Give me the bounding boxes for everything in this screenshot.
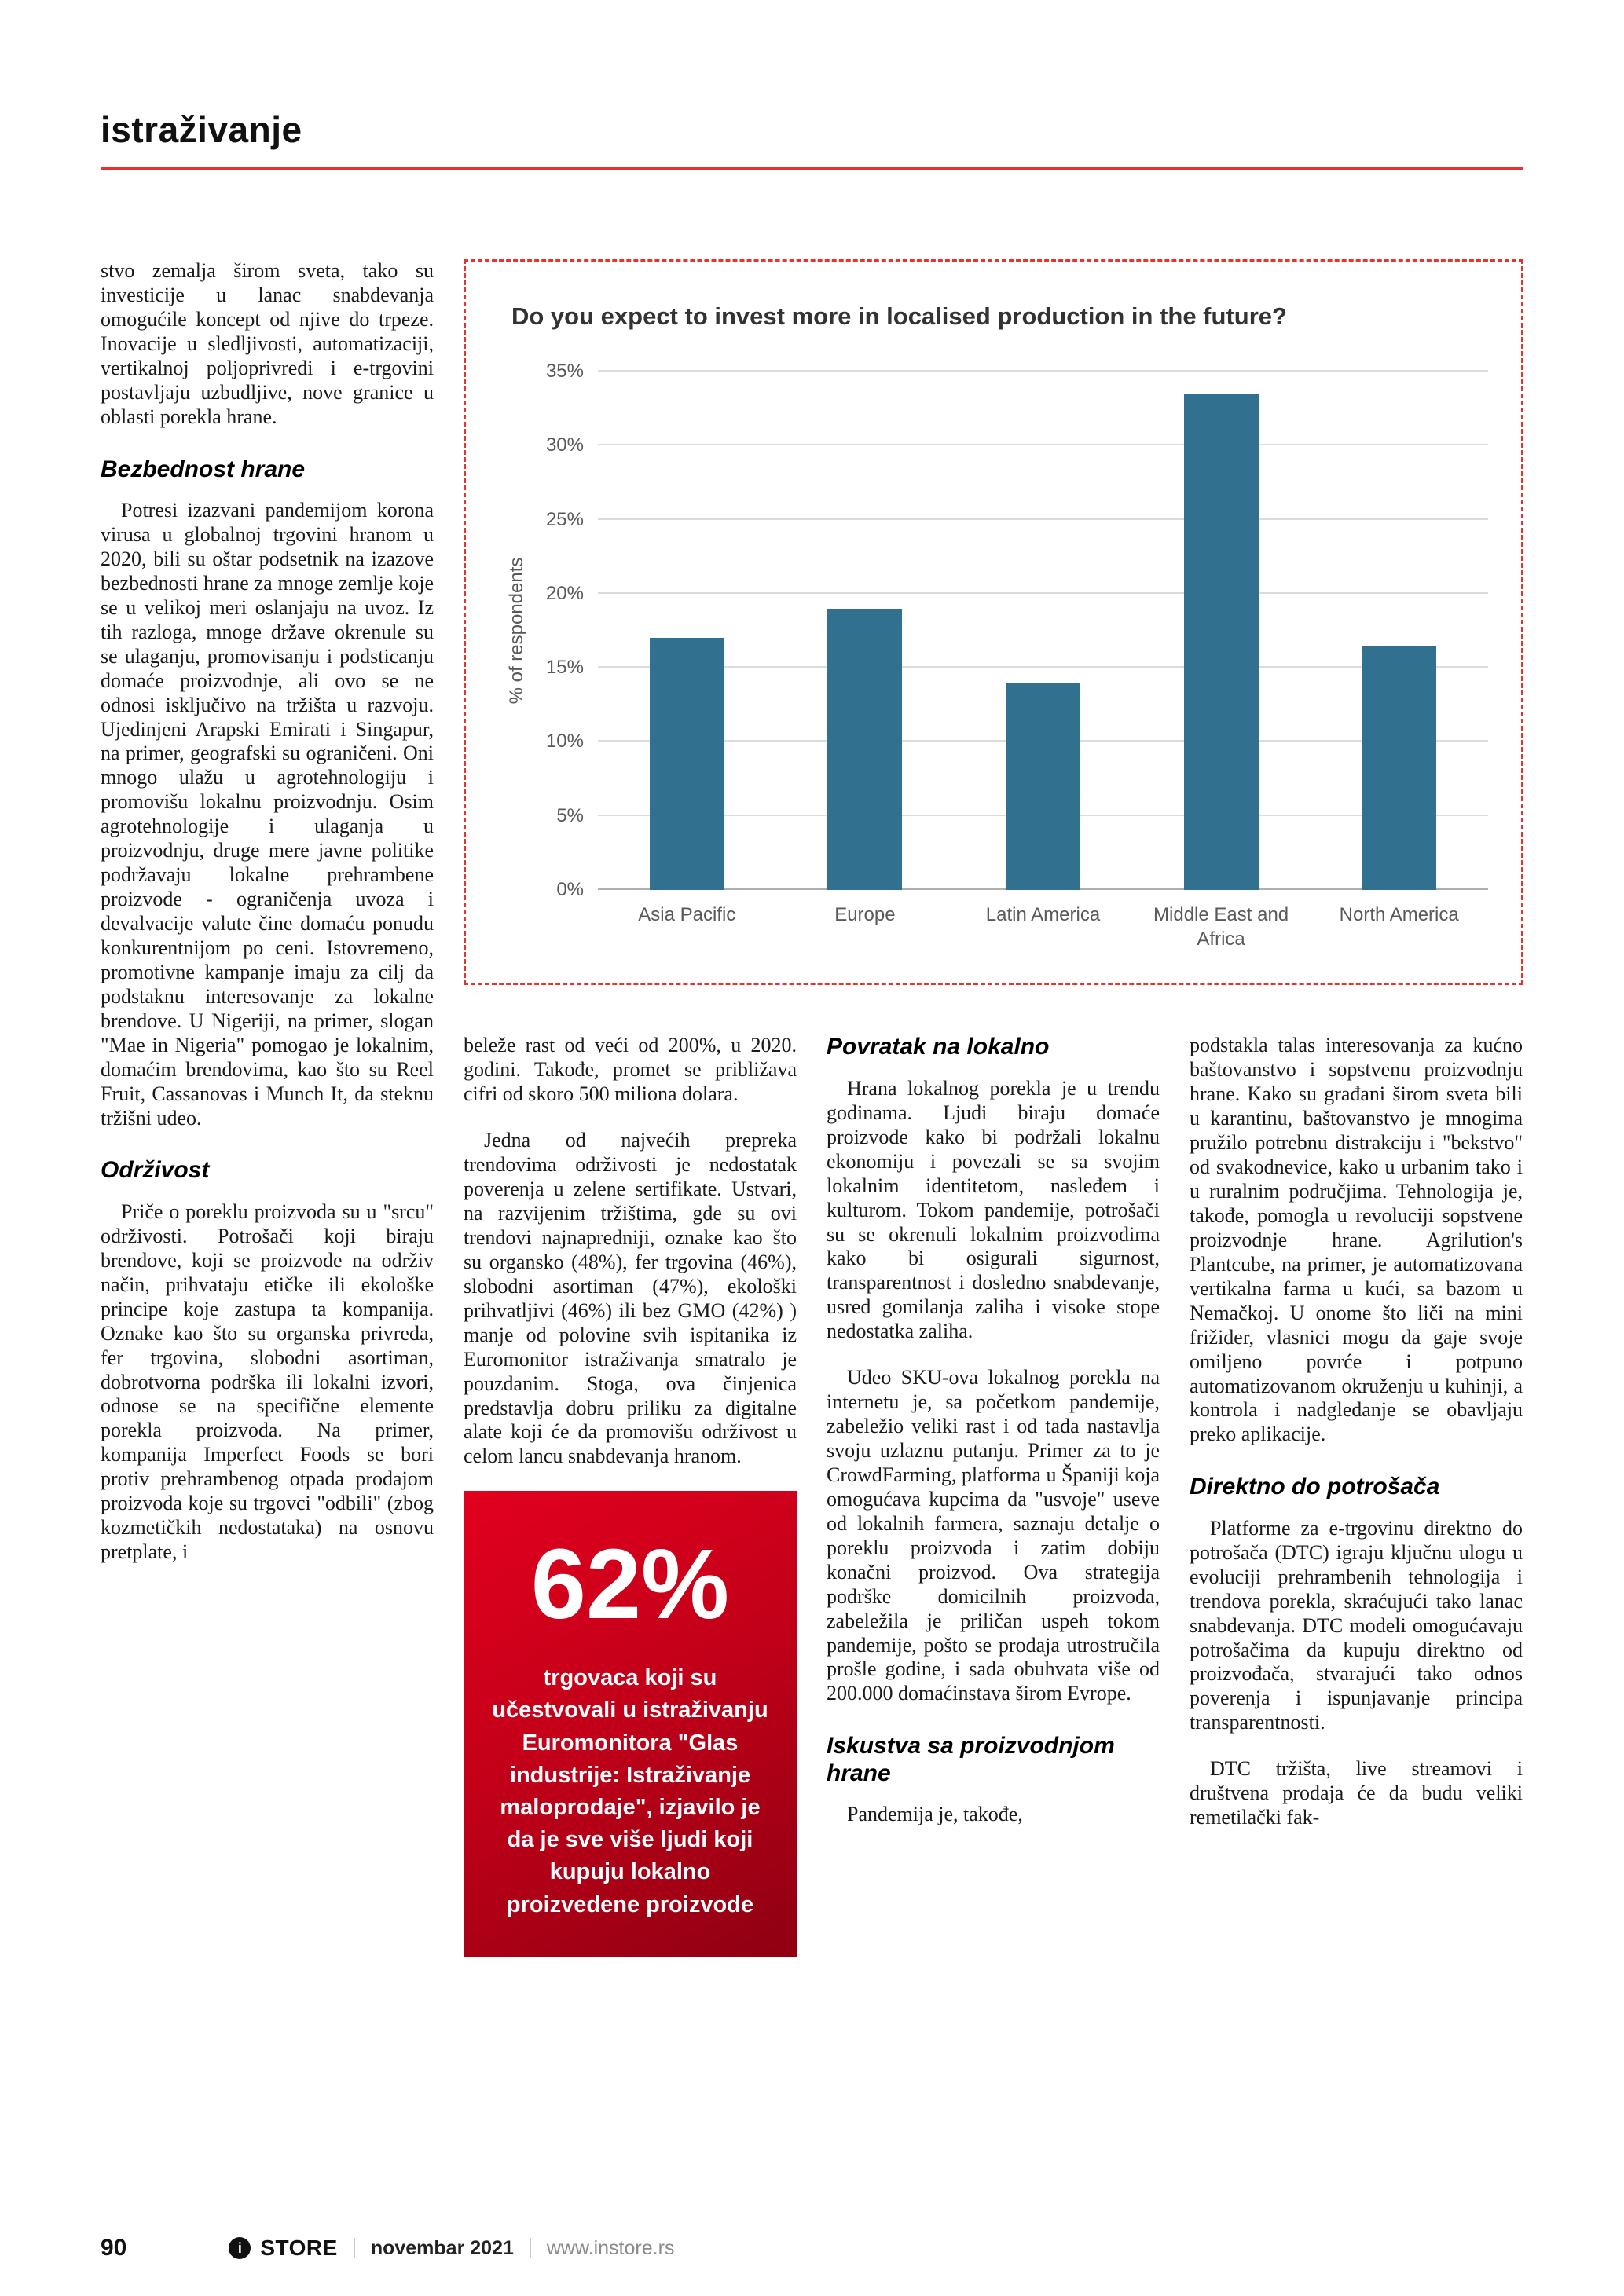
page-number: 90 [101, 2235, 127, 2261]
website-url: www.instore.rs [546, 2236, 675, 2259]
chart-y-axis-title-text: % of respondents [506, 557, 527, 705]
instore-logo-icon: i [229, 2237, 251, 2259]
footer-divider [530, 2238, 531, 2258]
chart-bar-slot [598, 372, 776, 890]
page-header [101, 108, 1523, 170]
column-2 [464, 1034, 797, 1957]
paragraph: Priče o poreklu proizvoda su u "srcu" održivosti. Potrošači koji biraju brendove, koji se proizvode na održiv način, prihvataju etičke ili ekološke principe koje zastupa ta kompanija. Oznake kao što su organska privreda, fer trgovina, slobodni asortiman, dobrotvorna podrška ili lokalni izvori, odnose se na specifične elemente porekla proizvoda. Na primer, kompanija Imperfect Foods se bori protiv prehrambenog otpada prodajom proizvoda koje su trgovci "odbili" (zbog kozmetičkih nedostataka) na osnovu pretplate, i [101, 1199, 434, 1564]
chart-x-label: North America [1339, 904, 1459, 925]
paragraph: Pandemija je, takođe, [847, 1803, 1023, 1826]
lower-columns [464, 1034, 1523, 1957]
chart-bar [1362, 646, 1436, 890]
paragraph: Hrana lokalnog porekla je u trendu godinama. Ljudi biraju domaće proizvode kako bi podržali lokalnu ekonomiju i povezali se sa svojim lokalnim identitetom, nasleđem i kulturom. Tokom pandemije, potrošači su se okrenuli lokalnim proizvodima kako bi osigurali sigurnost, transparentnost i dosledno snabdevanje, usred gomilanja zaliha i visoke stope nedostatka zaliha. [827, 1076, 1160, 1343]
paragraph: Udeo SKU-ova lokalnog porekla na internetu je, sa početkom pandemije, zabeležio veliki rast i od tada nastavlja svoju uzlaznu putanju. Primer za to je CrowdFarming, platforma u Španiji koja omogućava kupcima da "usvoje" useve od lokalnih farmera, saznaju detalje o poreklu proizvoda i zatim dobiju konačni proizvod. Ova strategija podrške domicilnih proizvoda, zabeležila je priličan uspeh tokom pandemije, pošto se prodaja utrostručila prošle godine, i sada obuhvata više od 200.000 domaćinstava širom Evrope. [827, 1366, 1160, 1705]
chart-y-tick: 25% [545, 508, 584, 530]
chart-bar [827, 609, 902, 890]
heading-odrzivost: Održivost [101, 1157, 210, 1184]
right-content [464, 259, 1523, 1957]
chart-x-label: Asia Pacific [638, 904, 736, 925]
stat-callout [464, 1491, 797, 1957]
chart-bar [1184, 394, 1259, 890]
heading-direktno-do-potrosaca: Direktno do potrošača [1190, 1474, 1440, 1500]
chart-y-tick: 15% [545, 657, 584, 679]
column-3 [827, 1034, 1160, 1957]
chart-plot-column [598, 372, 1488, 951]
page-footer [101, 2235, 1523, 2261]
column-1 [101, 259, 434, 1957]
paragraph: DTC tržišta, live streamovi i društvena prodaja će da budu veliki remetilački fak- [1190, 1757, 1523, 1829]
chart-y-tick: 0% [556, 879, 584, 900]
chart [464, 259, 1523, 985]
brand-name: STORE [260, 2236, 338, 2260]
chart-x-label: Middle East and Africa [1153, 904, 1289, 950]
chart-y-ticks [535, 361, 598, 900]
chart-bars [598, 372, 1488, 890]
chart-x-label: Latin America [985, 904, 1101, 925]
chart-y-tick: 35% [545, 361, 584, 382]
chart-bar-slot [1310, 372, 1488, 890]
chart-y-tick: 10% [545, 731, 584, 753]
paragraph: Jedna od najvećih prepreka trendovima održivosti je nedostatak poverenja u zelene sertifikate. Ustvari, na razvijenim tržištima, gde su ovi trendovi najnapredniji, oznake kao što su organsko (48%), fer trgovina (46%), slobodni asortiman (47%), ekološki prihvatljivi (46%) ili bez GMO (42%) ) manje od polovine svih ispitanika iz Euromonitor istraživanja smatralo je pouzdanim. Stoga, ova činjenica predstavlja dobru priliku za digitalne alate koji će da promovišu održivost u celom lancu snabdevanja hranom. [464, 1129, 797, 1468]
brand-block [229, 2236, 337, 2261]
header-rule [101, 167, 1523, 170]
stat-value: 62% [530, 1529, 730, 1640]
section-label: istraživanje [101, 109, 302, 150]
chart-y-tick: 30% [545, 434, 584, 456]
chart-bar-slot [954, 372, 1132, 890]
heading-bezbednost-hrane: Bezbednost hrane [101, 456, 306, 482]
chart-bar [1006, 683, 1080, 890]
heading-povratak-na-lokalno: Povratak na lokalno [827, 1034, 1050, 1060]
stat-caption: trgovaca koji su učestvovali u istraživanju Euromonitora "Glas industrije: Istraživanje maloprodaje", izjavilo je da je sve više ljudi koji kupuju lokalno proizvedene proizvode [492, 1665, 768, 1917]
issue-date: novembar 2021 [370, 2236, 514, 2259]
chart-bar [650, 638, 724, 890]
chart-plot [598, 372, 1488, 890]
paragraph: stvo zemalja širom sveta, tako su investicije u lanac snabdevanja omogućile koncept od njive do trpeze. Inovacije u sledljivosti, automatizaciji, vertikalnoj poljoprivredi i e-trgovini postavljaju uzbudljive, nove granice u oblasti porekla hrane. [101, 259, 434, 428]
chart-x-label: Europe [834, 904, 896, 925]
footer-divider [354, 2238, 355, 2258]
heading-iskustva: Iskustva sa proizvodnjom hrane [827, 1733, 1115, 1786]
chart-area [499, 361, 1488, 951]
paragraph: beleže rast od veći od 200%, u 2020. godini. Takođe, promet se približava cifri od skoro 500 miliona dolara. [464, 1034, 797, 1106]
paragraph: Platforme za e-trgovinu direktno do potrošača (DTC) igraju ključnu ulogu u evoluciji prehrambenih tehnologija i trendova porekla, skraćujući tako lanac snabdevanja. DTC modeli omogućavaju potrošačima da kupuju direktno od proizvođača, stvarajući tako odnos poverenja i ispunjavanje principa transparentnosti. [1190, 1516, 1523, 1734]
chart-bar-slot [776, 372, 955, 890]
article-body [101, 259, 1523, 1957]
paragraph: Potresi izazvani pandemijom korona virusa u globalnoj trgovini hranom u 2020, bili su oštar podsetnik na izazove bezbednosti hrane za mnoge zemlje koje se u velikoj meri oslanjaju na uvoz. Iz tih razloga, mnoge države okrenule su se ulaganju, promovisanju i podsticanju domaće proizvodnje, ali ovo se ne odnosi isključivo na tržišta u razvoju. Ujedinjeni Arapski Emirati i Singapur, na primer, geografski su ograničeni. Oni mnogo ulažu u agrotehnologiju i promovišu lokalnu proizvodnju. Osim agrotehnologije i ulaganja u proizvodnju, druge mere javne politike podržavaju lokalne prehrambene proizvode - ograničenja uvoza i devalvacije valute čine domaću ponudu konkurentnijom po ceni. Istovremeno, promotivne kampanje imaju za cilj da podstaknu interesovanje za lokalne brendove. U Nigeriji, na primer, slogan "Mae in Nigeria" pomogao je lokalnim, domaćim brendovima, kao što su Reel Fruit, Cassanovas i Munch It, da steknu tržišni udeo. [101, 499, 434, 1130]
chart-bar-slot [1132, 372, 1311, 890]
chart-title: Do you expect to invest more in localised production in the future? [511, 302, 1287, 330]
column-4 [1190, 1034, 1523, 1957]
paragraph: podstakla talas interesovanja za kućno baštovanstvo i sopstvenu proizvodnju hrane. Kako su građani širom sveta bili u karantinu, baštovanstvo je mnogima pružilo potrebnu distrakciju i "bekstvo" od svakodnevice, kako u urbanim tako i u ruralnim područjima. Tehnologija je, takođe, pomogla u revoluciji sopstvene proizvodnje hrane. Agrilution's Plantcube, na primer, je automatizovana vertikalna farma u kući, sa bazom u Nemačkoj. U onome što liči na mini frižider, vlasnici mogu da gaje svoje omiljeno povrće i potpuno automatizovanom okruženju u kuhinji, a kontrola i nadgledanje se obavljaju preko aplikacije. [1190, 1034, 1523, 1446]
chart-y-axis-title [499, 372, 535, 890]
chart-y-tick: 5% [556, 804, 584, 826]
chart-x-labels [598, 903, 1488, 951]
chart-y-tick: 20% [545, 582, 584, 604]
